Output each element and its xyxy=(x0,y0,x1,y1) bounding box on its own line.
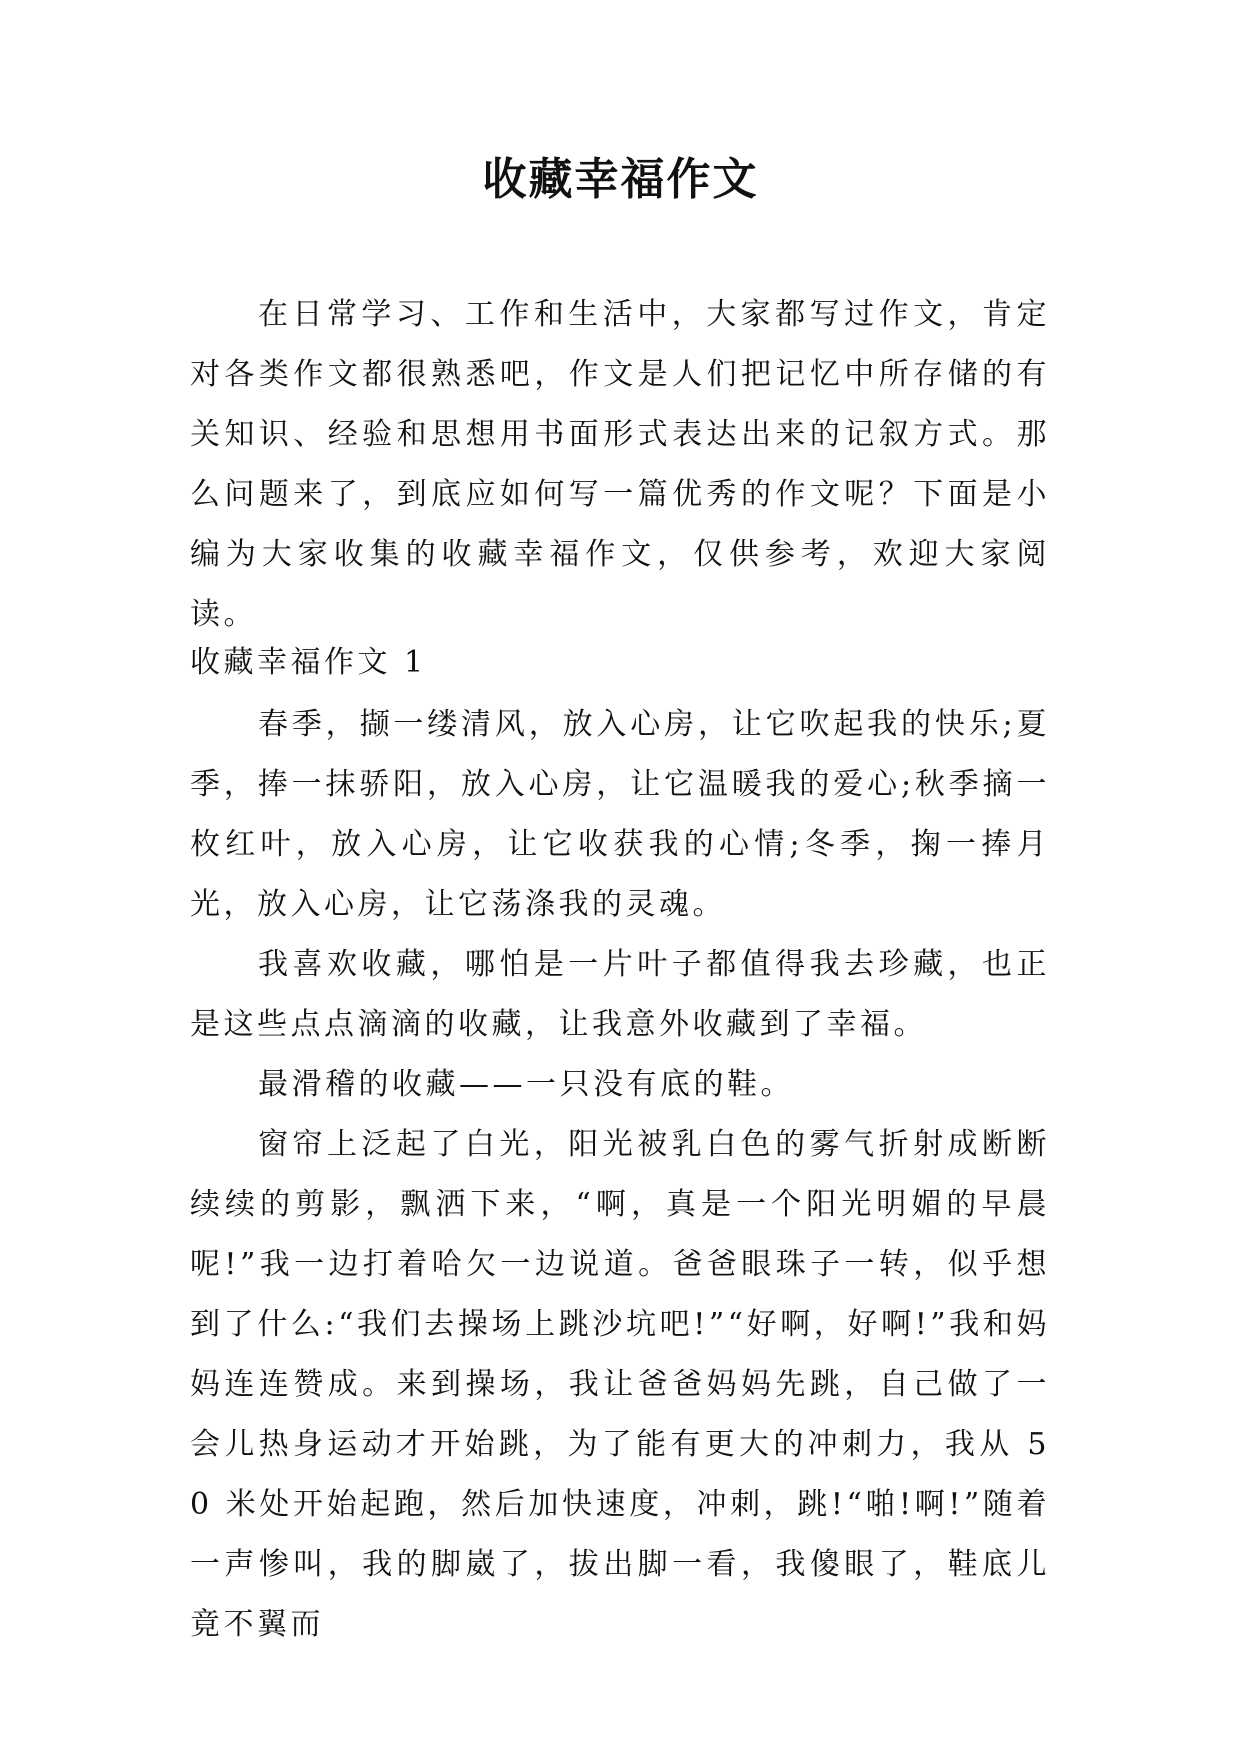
intro-paragraph: 在日常学习、工作和生活中，大家都写过作文，肯定对各类作文都很熟悉吧，作文是人们把记忆中所存储的有关知识、经验和思想用书面形式表达出来的记叙方式。那么问题来了，到底应如何写一篇优秀的作文呢？下面是小编为大家收集的收藏幸福作文，仅供参考，欢迎大家阅读。 xyxy=(190,297,1050,632)
intro-section xyxy=(190,285,1050,645)
essay-paragraph-3: 最滑稽的收藏——一只没有底的鞋。 xyxy=(258,1067,794,1102)
essay-paragraph-2: 我喜欢收藏，哪怕是一片叶子都值得我去珍藏，也正是这些点点滴滴的收藏，让我意外收藏到了幸福。 xyxy=(190,947,1050,1042)
section-heading: 收藏幸福作文 1 xyxy=(190,645,427,680)
essay-paragraph-1: 春季，撷一缕清风，放入心房，让它吹起我的快乐;夏季，捧一抹骄阳，放入心房，让它温暖我的爱心;秋季摘一枚红叶，放入心房，让它收获我的心情;冬季，掬一捧月光，放入心房，让它荡涤我的灵魂。 xyxy=(190,707,1050,922)
essay-paragraph-4: 窗帘上泛起了白光，阳光被乳白色的雾气折射成断断续续的剪影，飘洒下来，“啊，真是一个阳光明媚的早晨呢!”我一边打着哈欠一边说道。爸爸眼珠子一转，似乎想到了什么:“我们去操场上跳沙坑吧!”“好啊，好啊!”我和妈妈连连赞成。来到操场，我让爸爸妈妈先跳，自己做了一会儿热身运动才开始跳，为了能有更大的冲刺力，我从 50 米处开始起跑，然后加快速度，冲刺，跳!“啪!啊!”随着一声惨叫，我的脚崴了，拔出脚一看，我傻眼了，鞋底儿竟不翼而 xyxy=(190,1127,1050,1642)
essay-body xyxy=(190,695,1050,1655)
document-title: 收藏幸福作文 xyxy=(482,154,759,205)
